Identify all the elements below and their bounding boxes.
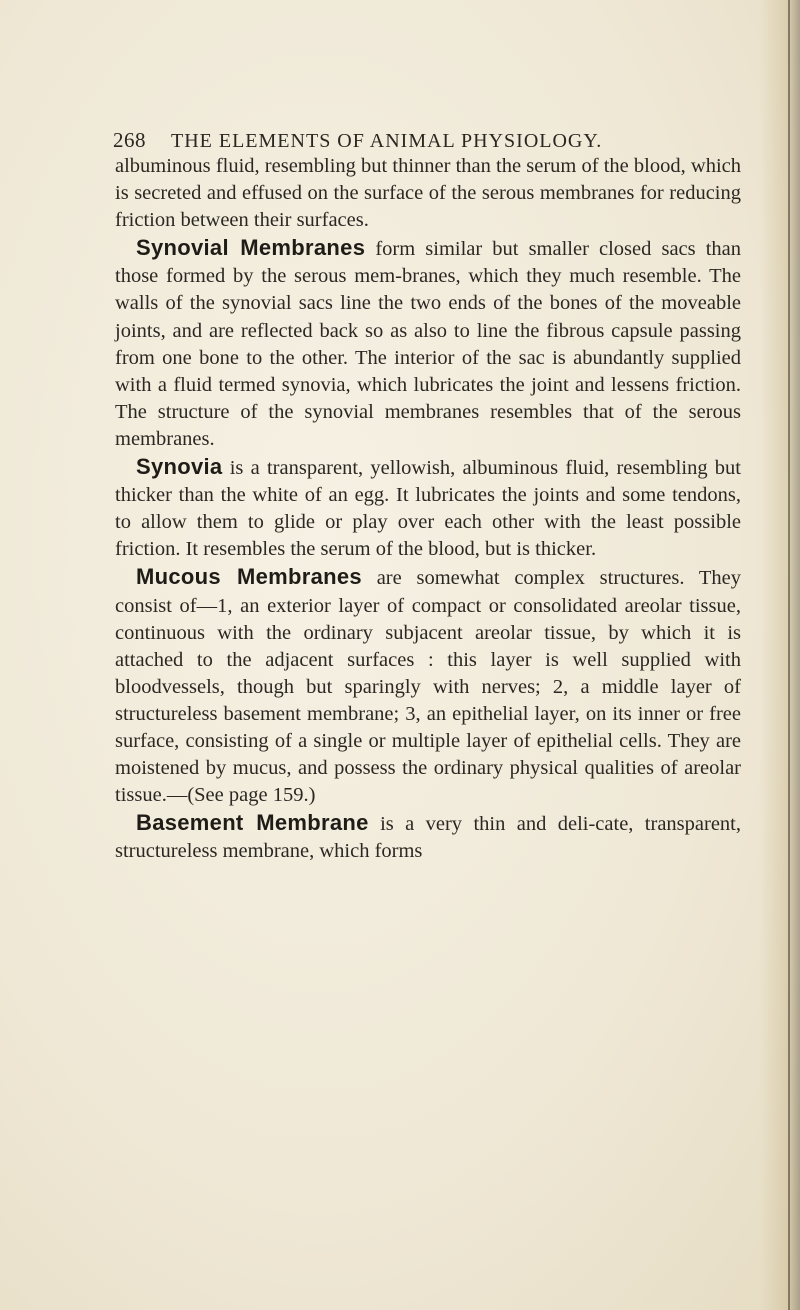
paragraph-synovial-membranes <box>115 234 741 453</box>
running-header <box>113 128 753 153</box>
paragraph-text: is a transparent, yellowish, albuminous fluid, resembling but thicker than the white of an egg. It lubricates the joints and some tendons, to allow them to glide or play over each other with the least possible friction. It resembles the serum of the blood, but is thicker. <box>115 457 742 561</box>
term-heading: Mucous Membranes <box>136 564 362 590</box>
paragraph-mucous-membranes <box>115 563 741 809</box>
paragraph-text: are somewhat complex structures. They consist of—1, an exterior layer of compact or consolidated areolar tissue, continuous with the ordinary subjacent areolar tissue, by which it is attached to the adjacent surfaces : this layer is well supplied with bloodvessels, though but sparingly with nerves; 2, a middle layer of structureless basement membrane; 3, an epithelial layer, on its inner or free surface, consisting of a single or multiple layer of epithelial cells. They are moistened by mucus, and possess the ordinary physical qualities of areolar tissue.—(See page 159.) <box>115 567 742 807</box>
running-title: THE ELEMENTS OF ANIMAL PHYSIOLOGY. <box>171 130 603 152</box>
page-edge-line <box>788 0 790 1310</box>
paragraph-text: form similar but smaller closed sacs than those formed by the serous mem-branes, which they much resemble. The walls of the synovial sacs line the two ends of the bones of the moveable joints, and are reflected back so as also to line the fibrous capsule passing from one bone to the other. The interior of the sac is abundantly supplied with a fluid termed synovia, which lubricates the joint and lessens friction. The structure of the synovial membranes resembles that of the serous membranes. <box>115 238 742 450</box>
paragraph-synovia <box>115 453 741 563</box>
term-heading: Basement Membrane <box>136 810 369 836</box>
body-text <box>115 153 741 865</box>
paragraph-basement-membrane <box>115 809 741 865</box>
term-heading: Synovia <box>136 454 223 480</box>
page-edge-shadow <box>760 0 800 1310</box>
paragraph-text: is a very thin and deli-cate, transparent, structureless membrane, which forms <box>115 813 741 863</box>
page-number: 268 <box>113 128 146 152</box>
paragraph-text: albuminous fluid, resembling but thinner than the serum of the blood, which is secreted and effused on the surface of the serous membranes for reducing friction between their surfaces. <box>115 155 741 232</box>
paragraph-serous-fluid <box>115 153 741 234</box>
term-heading: Synovial Membranes <box>136 235 366 261</box>
